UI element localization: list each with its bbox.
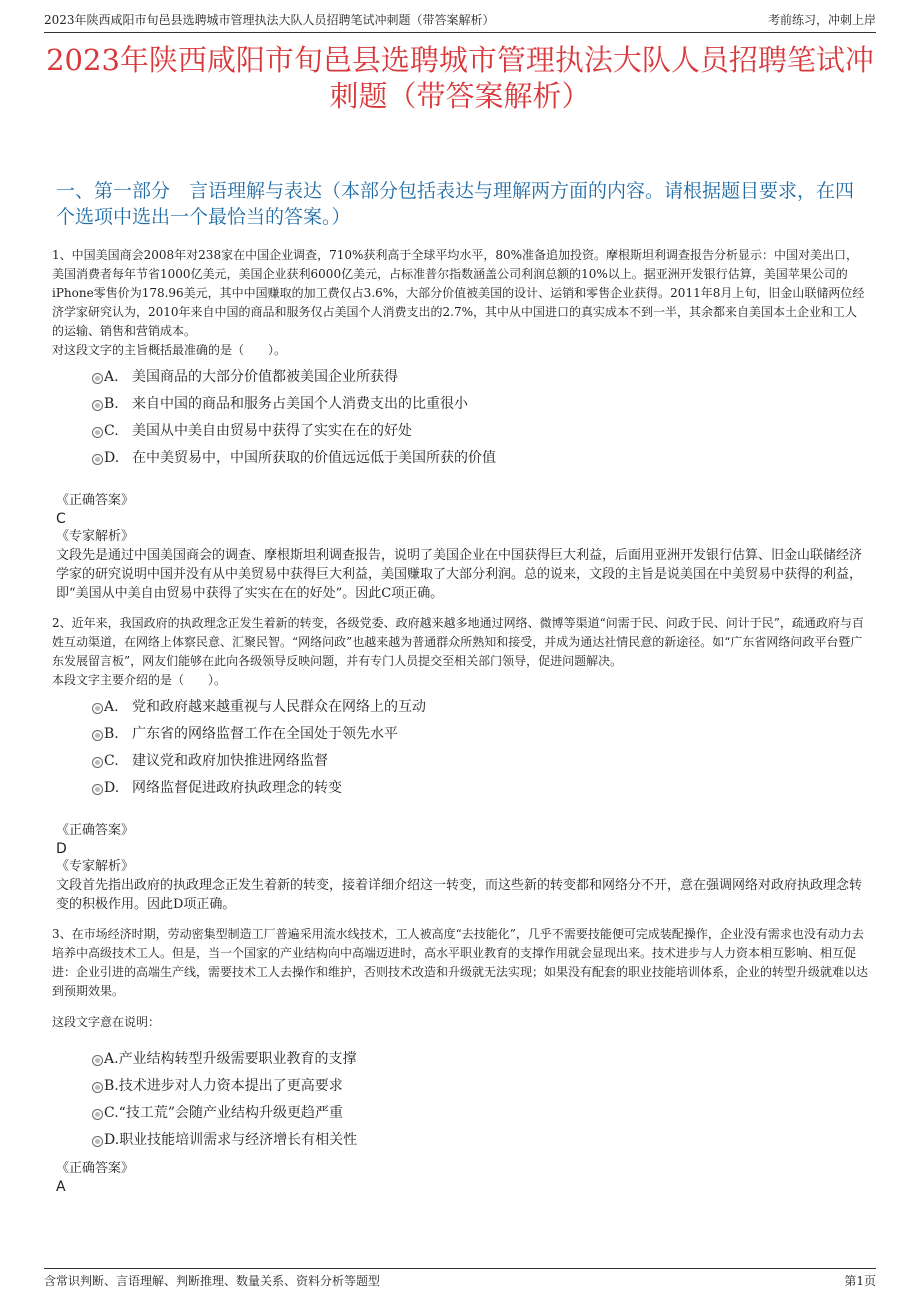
option-a[interactable]: A. 党和政府越来越重视与人民群众在网络上的互动 <box>52 694 868 721</box>
correct-answer: D <box>56 841 67 857</box>
document-title: 2023年陕西咸阳市旬邑县选聘城市管理执法大队人员招聘笔试冲刺题（带答案解析） <box>46 43 874 113</box>
option-c[interactable]: C.“技工荒”会随产业结构升级更趋严重 <box>52 1100 868 1127</box>
answer-label: 《正确答案》 <box>56 823 135 838</box>
expert-analysis: 文段先是通过中国美国商会的调查、摩根斯坦利调查报告，说明了美国企业在中国获得巨大利益，后面用亚洲开发银行估算、旧金山联储经济学家的研究说明中国并没有从中美贸易中获得巨大利益，美国赚取了大部分利润。总的说来，文段的主旨是说美国在中美贸易中获得的利益，即“美国从中美自由贸易中获得了实实在在的好处”。因此C项正确。 <box>56 548 863 601</box>
question-prompt: 对这段文字的主旨概括最准确的是（ ）。 <box>52 343 287 357</box>
question-prompt: 这段文字意在说明： <box>52 1015 161 1029</box>
option-c[interactable]: C. 美国从中美自由贸易中获得了实实在在的好处 <box>52 418 868 445</box>
option-b[interactable]: B. 来自中国的商品和服务占美国个人消费支出的比重很小 <box>52 391 868 418</box>
correct-answer: A <box>56 1179 66 1195</box>
option-a[interactable]: A. 美国商品的大部分价值都被美国企业所获得 <box>52 364 868 391</box>
page-header <box>44 10 876 33</box>
question-3 <box>52 925 868 1196</box>
question-text: 1、中国美国商会2008年对238家在中国企业调查，710%获利高于全球平均水平，80%准备追加投资。摩根斯坦利调查报告分析显示：中国对美出口，美国消费者每年节省1000亿美元，美国企业获利6000亿美元，占标准普尔指数涵盖公司利润总额的10%以上。据亚洲开发银行估算，美国苹果公司的iPhone零售价为178.96美元，其中中国赚取的加工费仅占3.6%，大部分价值被美国的设计、运销和零售企业获得。2011年8月上旬，旧金山联储两位经济学家研究认为，2010年来自中国的商品和服务仅占美国个人消费支出的2.7%，其中从中国进口的真实成本不到一半，其余都来自美国本土企业和工人的运输、销售和营销成本。 <box>52 248 865 338</box>
answer-label: 《正确答案》 <box>56 1161 135 1176</box>
option-list <box>52 694 868 802</box>
header-slogan: 考前练习，冲刺上岸 <box>767 13 876 27</box>
radio-icon[interactable] <box>92 427 103 438</box>
header-doc-title: 2023年陕西咸阳市旬邑县选聘城市管理执法大队人员招聘笔试冲刺题（带答案解析） <box>44 13 495 27</box>
option-list <box>52 1046 868 1154</box>
option-b[interactable]: B. 广东省的网络监督工作在全国处于领先水平 <box>52 721 868 748</box>
footer-topics: 含常识判断、言语理解、判断推理、数量关系、资料分析等题型 <box>44 1274 381 1288</box>
correct-answer: C <box>56 511 66 527</box>
question-text: 3、在市场经济时期，劳动密集型制造工厂普遍采用流水线技术，工人被高度“去技能化”，几乎不需要技能便可完成装配操作，企业没有需求也没有动力去培养中高级技术工人。但是，当一个国家的产业结构向中高端迈进时，高水平职业教育的支撑作用就会显现出来。技术进步与人力资本相互影响、相互促进：企业引进的高端生产线，需要技术工人去操作和维护，否则技术改造和升级就无法实现；如果没有配套的职业技能培训体系，企业的转型升级就难以达到预期效果。 <box>52 927 869 998</box>
page-number: 第1页 <box>844 1274 876 1288</box>
option-list <box>52 364 868 472</box>
radio-icon[interactable] <box>92 757 103 768</box>
option-d[interactable]: D. 网络监督促进政府执政理念的转变 <box>52 775 868 802</box>
radio-icon[interactable] <box>92 784 103 795</box>
radio-icon[interactable] <box>92 1136 103 1147</box>
section-heading: 一、第一部分 言语理解与表达（本部分包括表达与理解两方面的内容。请根据题目要求，在四个选项中选出一个最恰当的答案。） <box>56 180 855 228</box>
radio-icon[interactable] <box>92 703 103 714</box>
page-footer <box>44 1268 876 1289</box>
expert-analysis: 文段首先指出政府的执政理念正发生着新的转变，接着详细介绍这一转变，而这些新的转变都和网络分不开，意在强调网络对政府执政理念转变的积极作用。因此D项正确。 <box>56 878 863 912</box>
option-d[interactable]: D. 在中美贸易中，中国所获取的价值远远低于美国所获的价值 <box>52 445 868 472</box>
radio-icon[interactable] <box>92 730 103 741</box>
analysis-label: 《专家解析》 <box>56 859 135 874</box>
radio-icon[interactable] <box>92 373 103 384</box>
option-d[interactable]: D.职业技能培训需求与经济增长有相关性 <box>52 1127 868 1154</box>
radio-icon[interactable] <box>92 1055 103 1066</box>
question-1 <box>52 246 868 603</box>
option-a[interactable]: A.产业结构转型升级需要职业教育的支撑 <box>52 1046 868 1073</box>
question-prompt: 本段文字主要介绍的是（ ）。 <box>52 673 227 687</box>
analysis-label: 《专家解析》 <box>56 529 135 544</box>
radio-icon[interactable] <box>92 1109 103 1120</box>
radio-icon[interactable] <box>92 400 103 411</box>
question-text: 2、近年来，我国政府的执政理念正发生着新的转变，各级党委、政府越来越多地通过网络、微博等渠道“问需于民、问政于民、问计于民”，疏通政府与百姓互动渠道，在网络上体察民意、汇聚民智。“网络问政”也越来越为普通群众所熟知和接受，并成为通达社情民意的新途径。如“广东省网络问政平台暨广东发展留言板”，网友们能够在此向各级领导反映问题，并有专门人员提交至相关部门领导，促进问题解决。 <box>52 616 864 668</box>
option-c[interactable]: C. 建议党和政府加快推进网络监督 <box>52 748 868 775</box>
answer-label: 《正确答案》 <box>56 493 135 508</box>
question-2 <box>52 614 868 914</box>
radio-icon[interactable] <box>92 454 103 465</box>
radio-icon[interactable] <box>92 1082 103 1093</box>
option-b[interactable]: B.技术进步对人力资本提出了更高要求 <box>52 1073 868 1100</box>
